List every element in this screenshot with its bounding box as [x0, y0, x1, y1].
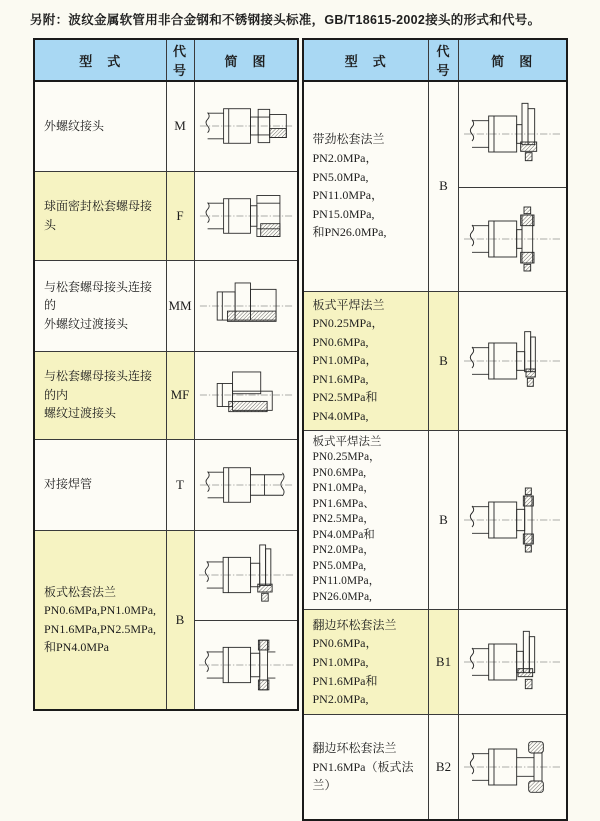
code-cell: B: [429, 430, 459, 610]
table-row: [34, 81, 298, 171]
male-thread-adapter-diagram: [198, 271, 294, 341]
type-cell: 与松套螺母接头连接的 外螺纹过渡接头: [34, 260, 166, 351]
type-cell: 与松套螺母接头连接的内 螺纹过渡接头: [34, 351, 166, 439]
plate-loose-flange-diagram-b: [197, 625, 295, 705]
diagram-cell: [459, 430, 567, 610]
type-cell: 板式松套法兰 PN0.6MPa,PN1.0MPa, PN1.6MPa,PN2.5MPa, 和PN4.0MPa: [34, 530, 166, 710]
table-row: [34, 171, 298, 260]
table-row: [34, 260, 298, 351]
table-row: [303, 430, 567, 610]
code-cell: T: [166, 439, 194, 530]
flared-ring-loose-flange-plate-diagram: [462, 722, 562, 812]
code-cell: F: [166, 171, 194, 260]
diagram-cell: [194, 620, 298, 710]
male-thread-fitting-diagram: [198, 91, 294, 161]
code-cell: B: [429, 291, 459, 430]
header-type: 型 式: [34, 39, 166, 81]
diagram-cell: [194, 351, 298, 439]
table-row: [303, 291, 567, 430]
page-title: 另附：波纹金属软管用非合金钢和不锈钢接头标准，GB/T18615-2002接头的形式和代号。: [30, 13, 541, 27]
table-row: [34, 351, 298, 439]
diagram-cell: [194, 81, 298, 171]
fitting-tables: [33, 38, 568, 821]
diagram-cell: [194, 171, 298, 260]
header-row: [34, 39, 298, 81]
header-diagram: 简 图: [459, 39, 567, 81]
diagram-cell: [459, 187, 567, 291]
diagram-cell: [194, 439, 298, 530]
type-cell: 翻边环松套法兰 PN0.6MPa，PN1.0MPa, PN1.6MPa和PN2.0MPa,: [303, 610, 429, 715]
header-code: 代号: [166, 39, 194, 81]
diagram-cell: [194, 260, 298, 351]
diagram-cell: [459, 81, 567, 187]
type-cell: 翻边环松套法兰 PN1.6MPa（板式法兰）: [303, 715, 429, 820]
plate-loose-flange-diagram-a: [197, 535, 295, 615]
code-cell: B: [166, 530, 194, 710]
table-row: [303, 81, 567, 187]
butt-weld-pipe-diagram: [198, 450, 294, 520]
header-diagram: 简 图: [194, 39, 298, 81]
type-cell: 板式平焊法兰 PN0.25MPa，PN0.6MPa, PN1.0MPa，PN1.6MPa, PN2.5MPa和PN4.0MPa,: [303, 291, 429, 430]
header-type: 型 式: [303, 39, 429, 81]
header-row: [303, 39, 567, 81]
diagram-cell: [459, 610, 567, 715]
diagram-cell: [459, 715, 567, 820]
type-cell: 带劲松套法兰 PN2.0MPa，PN5.0MPa, PN11.0MPa，PN15.0MPa, 和PN26.0MPa,: [303, 81, 429, 291]
code-cell: B2: [429, 715, 459, 820]
neck-loose-flange-diagram-a: [462, 88, 562, 180]
type-cell: 球面密封松套螺母接头: [34, 171, 166, 260]
header-code: 代号: [429, 39, 459, 81]
code-cell: B1: [429, 610, 459, 715]
type-cell: 外螺纹接头: [34, 81, 166, 171]
plate-flat-weld-flange-diagram: [462, 315, 562, 407]
code-cell: MF: [166, 351, 194, 439]
type-cell: 对接焊管: [34, 439, 166, 530]
table-row: [303, 610, 567, 715]
diagram-cell: [459, 291, 567, 430]
fitting-table-left: [33, 38, 299, 711]
fitting-table-right: [302, 38, 568, 821]
code-cell: MM: [166, 260, 194, 351]
table-row: [303, 715, 567, 820]
code-cell: B: [429, 81, 459, 291]
code-cell: M: [166, 81, 194, 171]
spherical-seal-loose-nut-fitting-diagram: [198, 181, 294, 251]
flared-ring-loose-flange-diagram: [462, 616, 562, 708]
plate-flat-weld-flange-section-diagram: [462, 475, 562, 565]
type-cell: 板式平焊法兰 PN0.25MPa，PN0.6MPa, PN1.0MPa，PN1.6MPa、 PN2.5MPa，PN4.0MPa和 PN2.0MPa，PN5.0MPa, PN11.0MPa，PN26.0MPa,: [303, 430, 429, 610]
diagram-cell: [194, 530, 298, 620]
table-row: [34, 530, 298, 620]
female-thread-adapter-diagram: [198, 360, 294, 430]
table-row: [34, 439, 298, 530]
neck-loose-flange-diagram-b: [462, 193, 562, 285]
